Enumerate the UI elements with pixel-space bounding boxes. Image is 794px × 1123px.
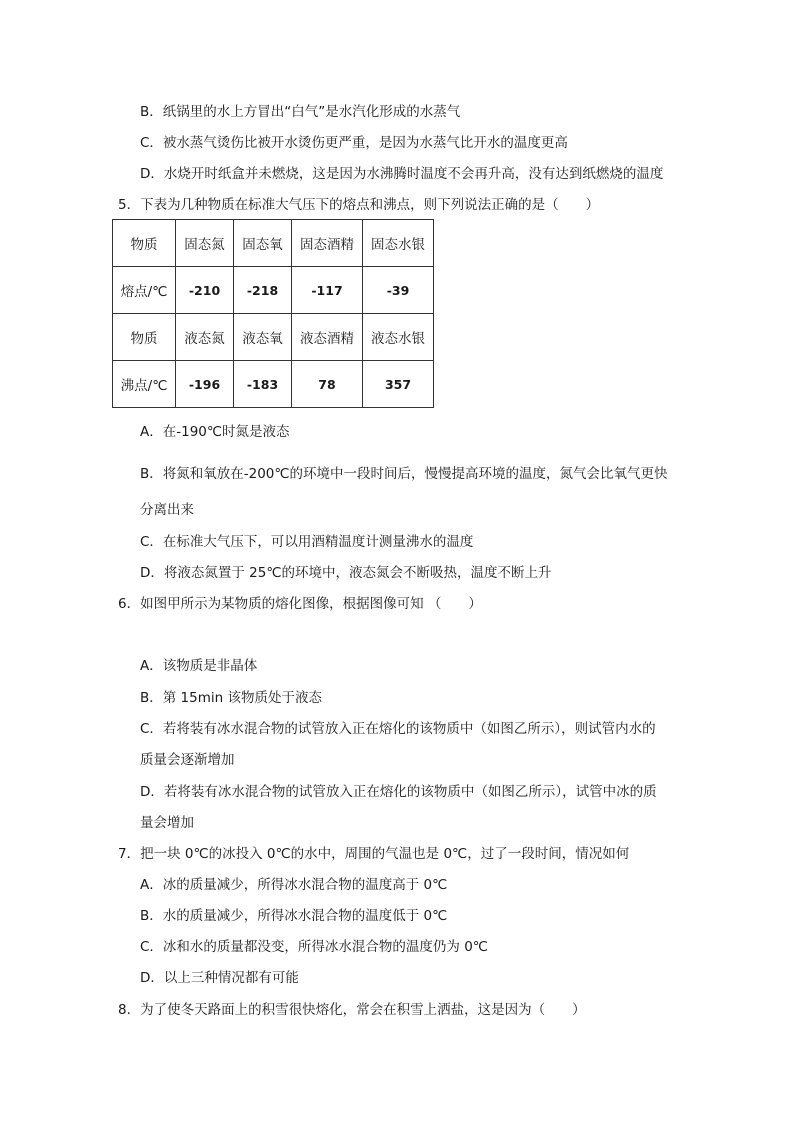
table-cell: 固态氧: [234, 220, 292, 267]
table-cell: 78: [292, 361, 363, 408]
table-cell: 357: [363, 361, 434, 408]
table-cell: -218: [234, 267, 292, 314]
table-cell: 固态水银: [363, 220, 434, 267]
q7-option-a: A．冰的质量减少，所得冰水混合物的温度高于 0℃: [140, 877, 448, 893]
table-row: [113, 314, 434, 361]
table-cell: 液态氮: [176, 314, 234, 361]
table-cell: 物质: [113, 314, 176, 361]
table-row: [113, 267, 434, 314]
table-cell: -210: [176, 267, 234, 314]
melting-boiling-table: [112, 219, 434, 408]
q7-option-b: B．水的质量减少，所得冰水混合物的温度低于 0℃: [140, 908, 448, 924]
q4-option-d: D．水烧开时纸盒并未燃烧，这是因为水沸腾时温度不会再升高，没有达到纸燃烧的温度: [140, 166, 664, 182]
table-cell: 固态酒精: [292, 220, 363, 267]
q8-stem: 8．为了使冬天路面上的积雪很快熔化，常会在积雪上洒盐，这是因为（ ）: [118, 1002, 586, 1018]
table-row: [113, 220, 434, 267]
q7-option-d: D．以上三种情况都有可能: [140, 970, 299, 986]
q6-option-c-line2: 质量会逐渐增加: [140, 752, 235, 768]
table-cell: 液态水银: [363, 314, 434, 361]
q7-option-c: C．冰和水的质量都没变，所得冰水混合物的温度仍为 0℃: [140, 939, 488, 955]
table-cell: 液态氧: [234, 314, 292, 361]
q4-option-b: B．纸锅里的水上方冒出“白气”是水汽化形成的水蒸气: [140, 104, 461, 120]
q6-option-d-line1: D．若将装有冰水混合物的试管放入正在熔化的该物质中（如图乙所示），试管中冰的质: [140, 784, 657, 800]
q6-stem: 6．如图甲所示为某物质的熔化图像，根据图像可知 （ ）: [118, 596, 482, 612]
q6-option-b: B．第 15min 该物质处于液态: [140, 690, 322, 706]
q6-option-c-line1: C．若将装有冰水混合物的试管放入正在熔化的该物质中（如图乙所示），则试管内水的: [140, 721, 656, 737]
table-cell: 物质: [113, 220, 176, 267]
q5-option-b-line2: 分离出来: [140, 502, 194, 518]
table-cell: 沸点/℃: [113, 361, 176, 408]
table-cell: -117: [292, 267, 363, 314]
table-cell: 熔点/℃: [113, 267, 176, 314]
q5-option-c: C．在标准大气压下，可以用酒精温度计测量沸水的温度: [140, 534, 474, 550]
q5-stem: 5．下表为几种物质在标准大气压下的熔点和沸点，则下列说法正确的是（ ）: [118, 197, 600, 213]
table-row: [113, 361, 434, 408]
q6-option-d-line2: 量会增加: [140, 815, 194, 831]
q7-stem: 7．把一块 0℃的冰投入 0℃的水中，周围的气温也是 0℃，过了一段时间，情况如何: [118, 846, 630, 862]
q4-option-c: C．被水蒸气烫伤比被开水烫伤更严重，是因为水蒸气比开水的温度更高: [140, 135, 568, 151]
table-cell: -39: [363, 267, 434, 314]
table-cell: -183: [234, 361, 292, 408]
q5-option-d: D．将液态氮置于 25℃的环境中，液态氮会不断吸热，温度不断上升: [140, 565, 552, 581]
table-cell: -196: [176, 361, 234, 408]
q6-option-a: A．该物质是非晶体: [140, 658, 258, 674]
q5-option-b-line1: B．将氮和氧放在-200℃的环境中一段时间后，慢慢提高环境的温度，氮气会比氧气更快: [140, 466, 668, 482]
table-cell: 液态酒精: [292, 314, 363, 361]
q5-option-a: A．在-190℃时氮是液态: [140, 424, 290, 440]
table-cell: 固态氮: [176, 220, 234, 267]
